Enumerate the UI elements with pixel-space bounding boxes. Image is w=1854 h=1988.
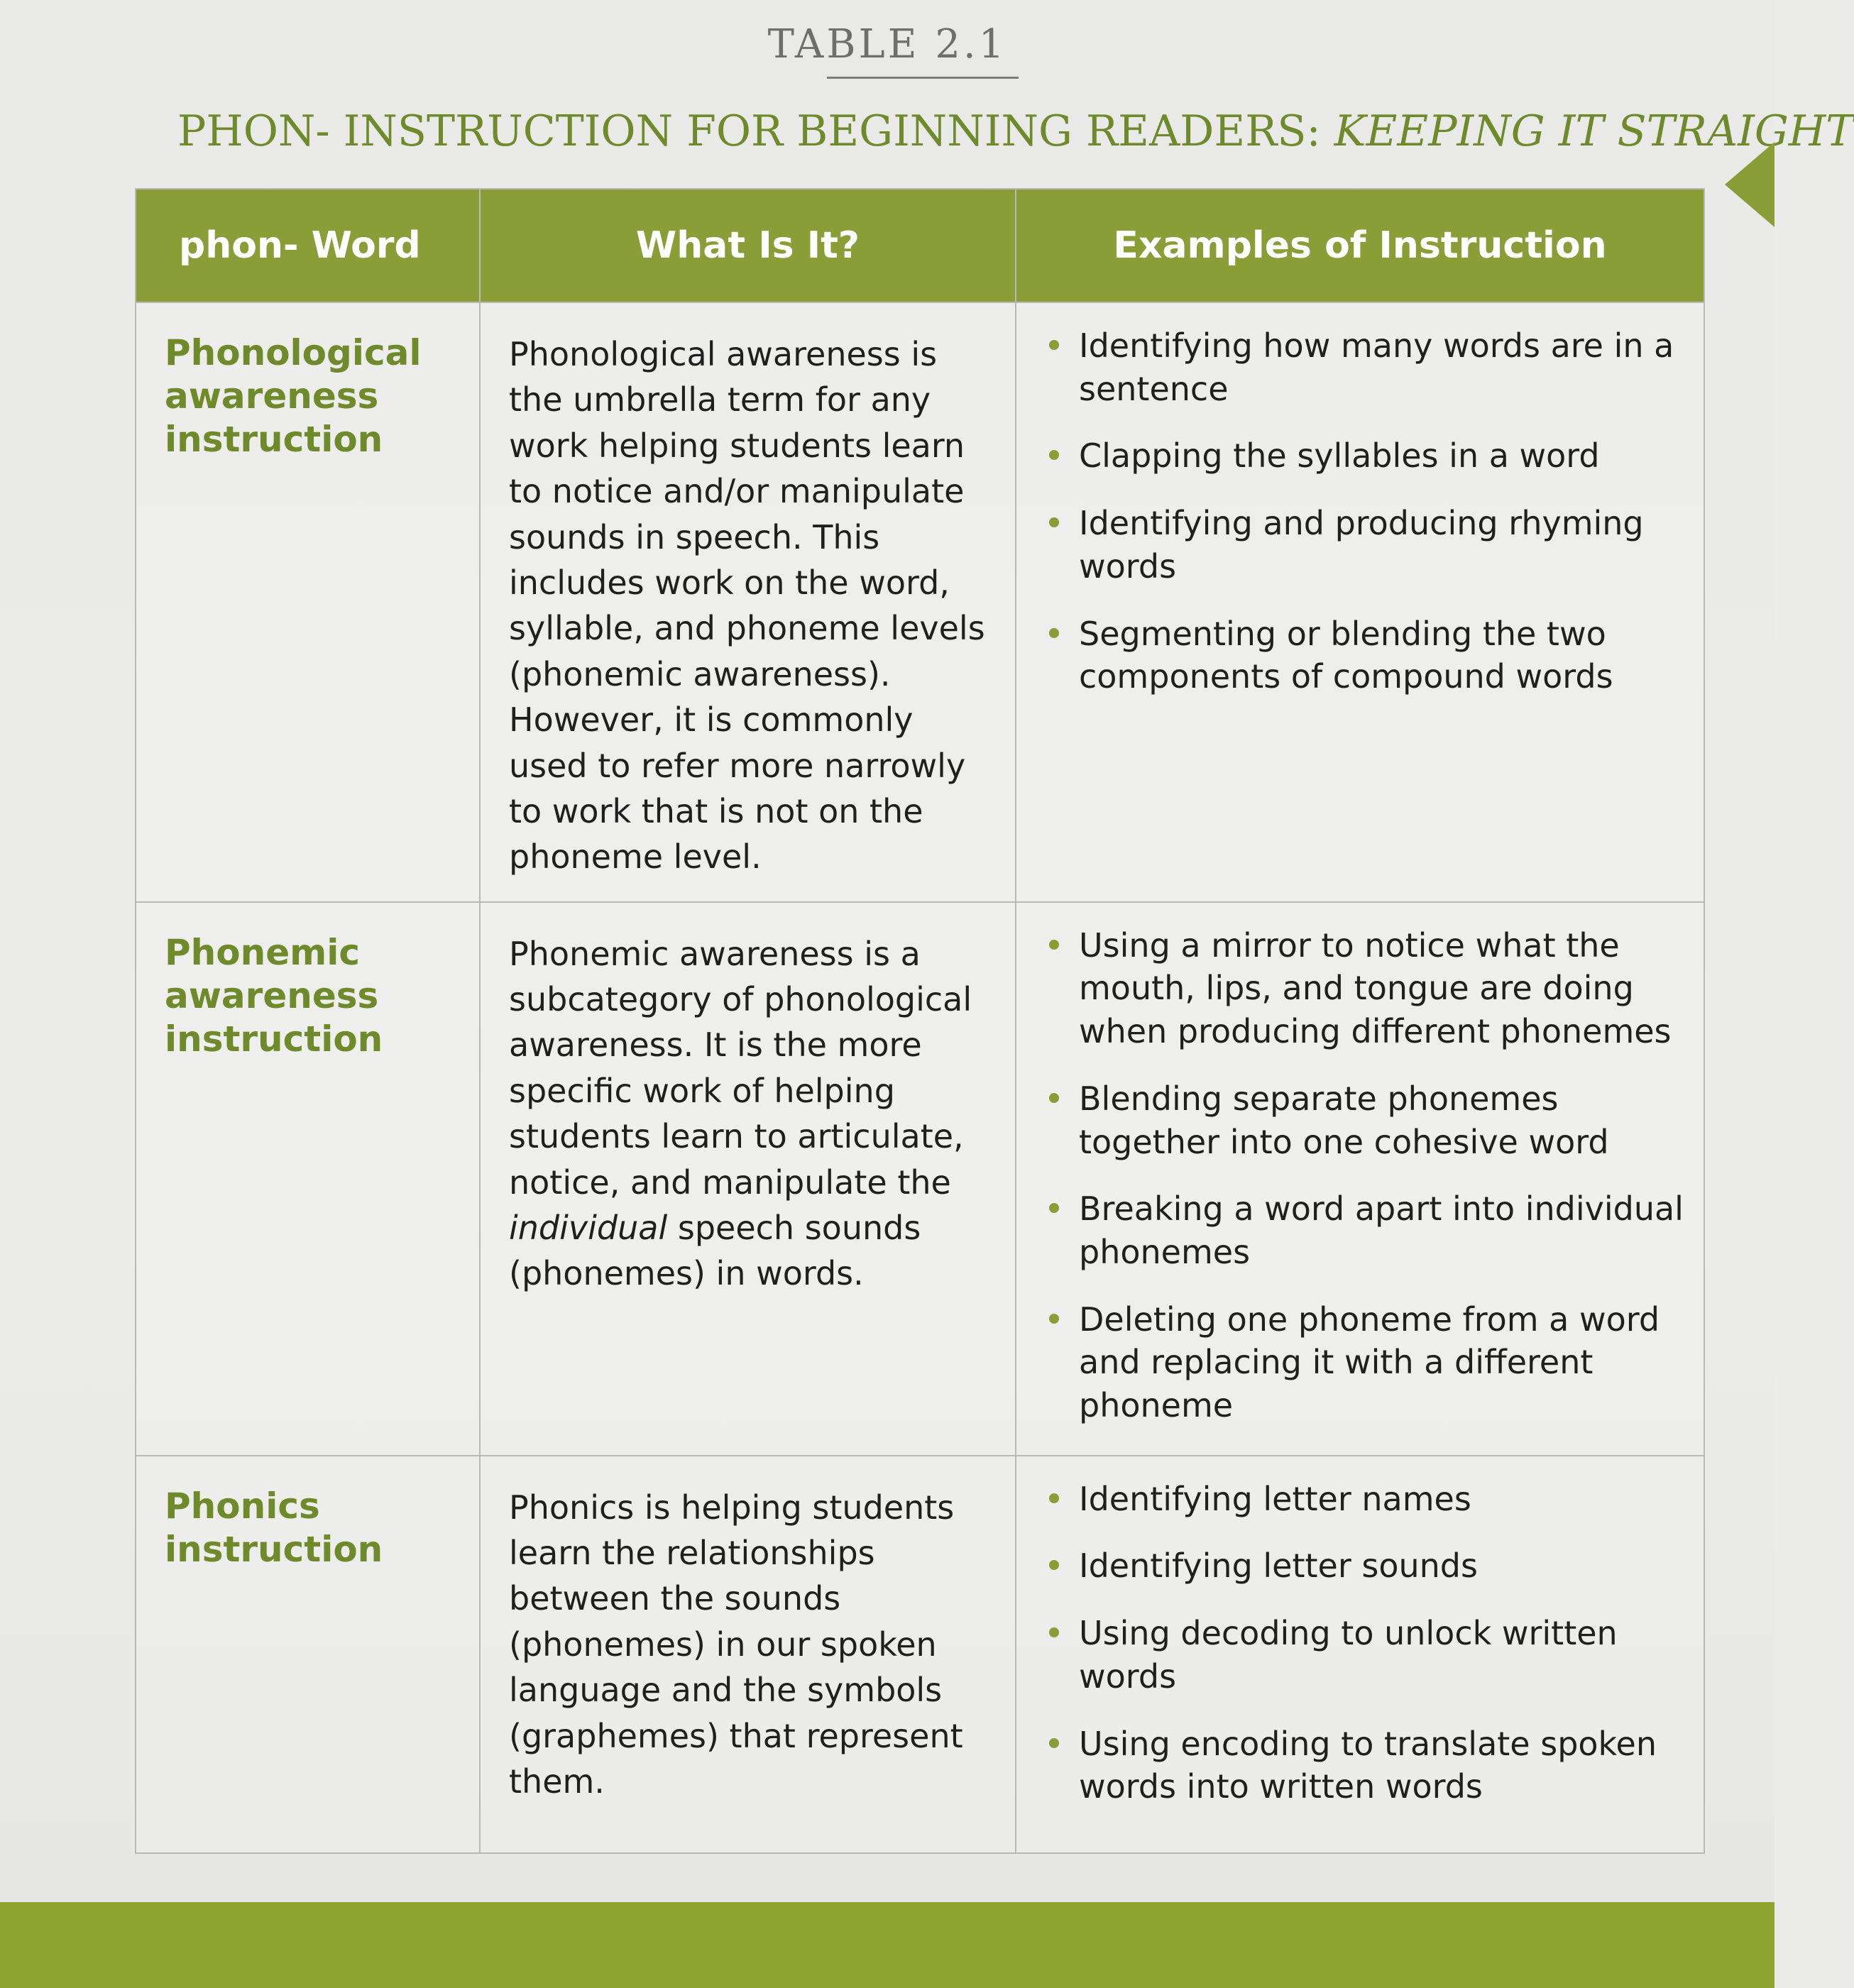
table-label: TABLE 2.1 bbox=[767, 21, 1007, 67]
list-item bbox=[1045, 1077, 1689, 1163]
example-text: Using decoding to unlock written words bbox=[1079, 1614, 1618, 1696]
page-bottom-band bbox=[0, 1902, 1775, 1988]
description-emphasis: individual bbox=[509, 1209, 668, 1248]
term-phonics: Phonics instruction bbox=[136, 1456, 480, 1853]
column-header-examples: Examples of Instruction bbox=[1016, 189, 1704, 302]
bullet-icon bbox=[1049, 1093, 1059, 1103]
table-title-italic: KEEPING IT STRAIGHT bbox=[1334, 106, 1854, 156]
table-title bbox=[177, 106, 1854, 156]
list-item bbox=[1045, 1298, 1689, 1427]
description-phonological-awareness: Phonological awareness is the umbrella term for any work helping students learn to notice and/or manipulate sounds in speech. This includes work on the word, syllable, and phoneme levels (phonemic awareness). However, it is commonly used to refer more narrowly to work that is not on the phoneme level. bbox=[480, 302, 1016, 902]
example-text: Identifying and producing rhyming words bbox=[1079, 504, 1644, 586]
column-header-what-is-it: What Is It? bbox=[480, 189, 1016, 302]
table-row bbox=[136, 902, 1704, 1456]
description-phonemic-awareness bbox=[480, 902, 1016, 1456]
list-item bbox=[1045, 1612, 1689, 1698]
examples-phonemic-awareness bbox=[1016, 902, 1704, 1456]
example-text: Clapping the syllables in a word bbox=[1079, 436, 1600, 476]
phon-instruction-table bbox=[135, 188, 1705, 1854]
examples-phonics bbox=[1016, 1456, 1704, 1853]
list-item bbox=[1045, 613, 1689, 698]
table-row bbox=[136, 302, 1704, 902]
list-item bbox=[1045, 1723, 1689, 1808]
bullet-icon bbox=[1049, 517, 1059, 527]
example-text: Identifying letter sounds bbox=[1079, 1547, 1478, 1586]
bullet-icon bbox=[1049, 1738, 1059, 1748]
list-item bbox=[1045, 324, 1689, 410]
term-phonemic-awareness: Phonemic awareness instruction bbox=[136, 902, 480, 1456]
examples-phonological-awareness bbox=[1016, 302, 1704, 902]
list-item bbox=[1045, 434, 1689, 478]
table-label-underline bbox=[827, 77, 1019, 79]
bullet-icon bbox=[1049, 340, 1059, 350]
page-tab-marker bbox=[1725, 142, 1775, 227]
example-text: Blending separate phonemes together into one cohesive word bbox=[1079, 1079, 1609, 1161]
bullet-icon bbox=[1049, 1560, 1059, 1570]
list-item bbox=[1045, 502, 1689, 588]
bullet-icon bbox=[1049, 1627, 1059, 1637]
bullet-icon bbox=[1049, 450, 1059, 460]
column-header-phon-word: phon- Word bbox=[136, 189, 480, 302]
list-item bbox=[1045, 1544, 1689, 1588]
bullet-icon bbox=[1049, 940, 1059, 950]
example-text: Using encoding to translate spoken words into written words bbox=[1079, 1724, 1657, 1806]
table-header-row bbox=[136, 189, 1704, 302]
list-item bbox=[1045, 1478, 1689, 1521]
bullet-icon bbox=[1049, 1203, 1059, 1213]
example-text: Using a mirror to notice what the mouth, lips, and tongue are doing when producing different phonemes bbox=[1079, 926, 1672, 1051]
example-text: Deleting one phoneme from a word and replacing it with a different phoneme bbox=[1079, 1300, 1660, 1425]
example-text: Identifying how many words are in a sentence bbox=[1079, 326, 1674, 408]
example-text: Identifying letter names bbox=[1079, 1479, 1471, 1518]
description-text: Phonemic awareness is a subcategory of phonological awareness. It is the more specific work of helping students learn to articulate, notice, and manipulate the bbox=[509, 934, 972, 1202]
list-item bbox=[1045, 924, 1689, 1053]
term-phonological-awareness: Phonological awareness instruction bbox=[136, 302, 480, 902]
description-phonics: Phonics is helping students learn the relationships between the sounds (phonemes) in our spoken language and the symbols (graphemes) that represent them. bbox=[480, 1456, 1016, 1853]
description-text: speech sounds (phonemes) in words. bbox=[509, 1209, 921, 1293]
bullet-icon bbox=[1049, 1314, 1059, 1324]
example-text: Breaking a word apart into individual phonemes bbox=[1079, 1190, 1684, 1271]
table-row bbox=[136, 1456, 1704, 1853]
list-item bbox=[1045, 1187, 1689, 1273]
table-title-main: PHON- INSTRUCTION FOR BEGINNING READERS: bbox=[177, 106, 1334, 156]
bullet-icon bbox=[1049, 1493, 1059, 1503]
example-text: Segmenting or blending the two components of compound words bbox=[1079, 614, 1613, 696]
bullet-icon bbox=[1049, 628, 1059, 638]
